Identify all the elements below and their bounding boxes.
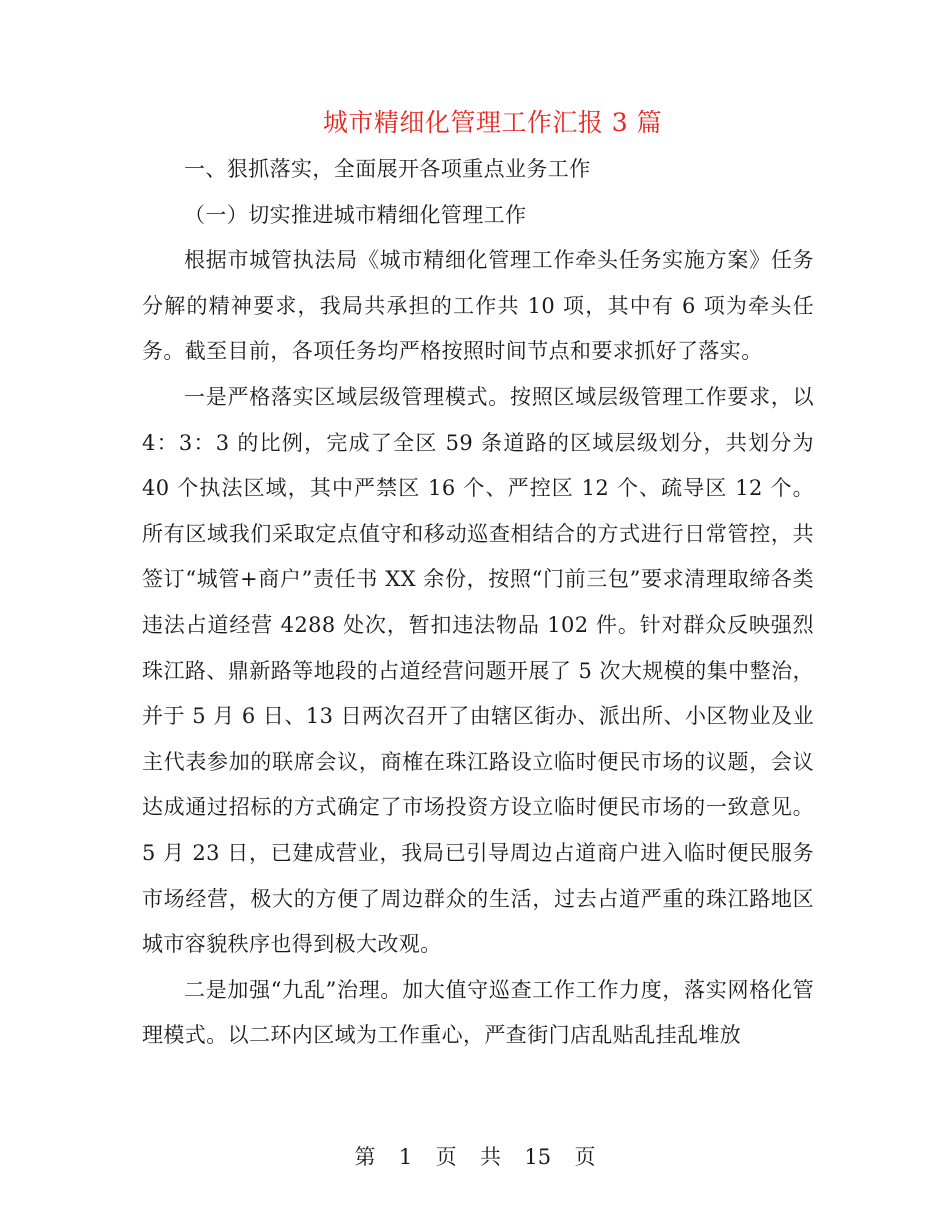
body-paragraph: 根据市城管执法局《城市精细化管理工作牵头任务实施方案》任务分解的精神要求，我局共承担的工作共 10 项，其中有 6 项为牵头任务。截至目前，各项任务均严格按照时间节点和要求抓好了落实。 — [142, 248, 814, 364]
page-label-mid: 页 — [435, 1145, 457, 1169]
document-body — [142, 147, 814, 1059]
page-label-prefix: 第 — [354, 1145, 376, 1169]
page-total: 15 — [524, 1145, 552, 1169]
section-heading: 一、狠抓落实，全面展开各项重点业务工作 — [184, 157, 591, 181]
page-footer — [0, 1139, 950, 1175]
page-label-suffix: 页 — [574, 1145, 596, 1169]
body-paragraph: 二是加强“九乱”治理。加大值守巡查工作工作力度，落实网格化管理模式。以二环内区域为工作重心，严查街门店乱贴乱挂乱堆放 — [142, 977, 814, 1048]
subsection-heading: （一）切实推进城市精细化管理工作 — [184, 202, 527, 227]
page-label-total-prefix: 共 — [480, 1145, 501, 1169]
page-current: 1 — [398, 1145, 413, 1169]
document-title: 城市精细化管理工作汇报 3 篇 — [322, 108, 663, 137]
body-paragraph: 一是严格落实区域层级管理模式。按照区域层级管理工作要求，以 4：3：3 的比例，完成了全区 59 条道路的区域层级划分，共划分为 40 个执法区域，其中严禁区 16 个、严控区 12 个、疏导区 12 个。所有区域我们采取定点值守和移动巡查相结合的方式进行日常管控，共签订“城管+商户”责任书 XX 余份，按照“门前三包”要求清理取缔各类违法占道经营 4288 处次，暂扣违法物品 102 件。针对群众反映强烈珠江路、鼎新路等地段的占道经营问题开展了 5 次大规模的集中整治，并于 5 月 6 日、13 日两次召开了由辖区街办、派出所、小区物业及业主代表参加的联席会议，商榷在珠江路设立临时便民市场的议题，会议达成通过招标的方式确定了市场投资方设立临时便民市场的一致意见。5 月 23 日，已建成营业，我局已引导周边占道商户进入临时便民服务市场经营，极大的方便了周边群众的生活，过去占道严重的珠江路地区城市容貌秩序也得到极大改观。 — [142, 384, 814, 957]
